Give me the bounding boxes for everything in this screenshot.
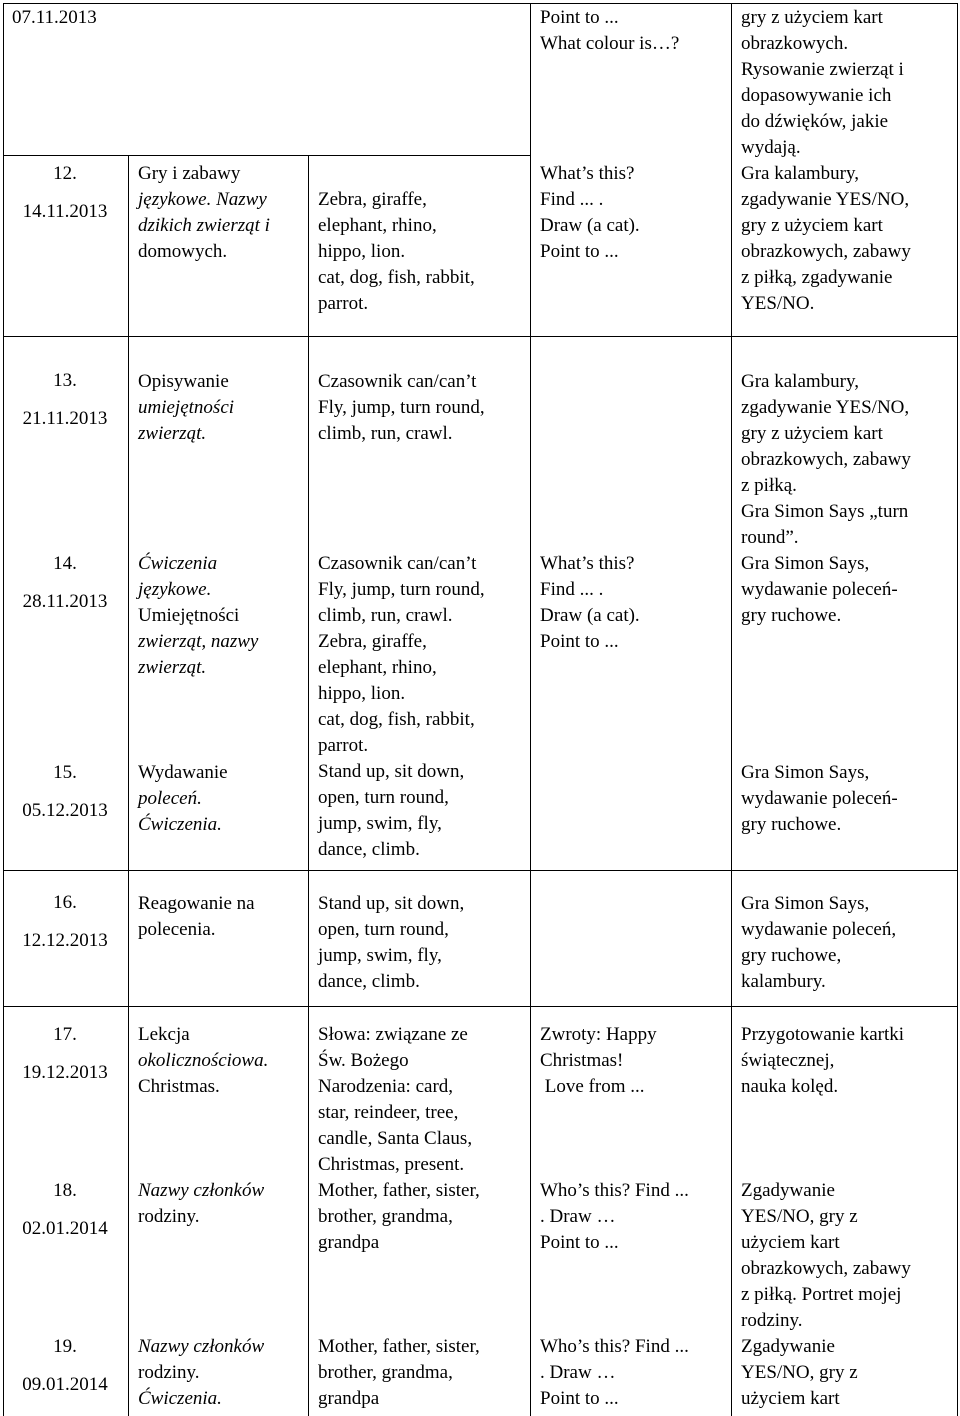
- activity-line: Gra Simon Says „turn: [741, 501, 909, 522]
- phrase-line: Draw (a cat).: [540, 605, 640, 626]
- activity-line: Zgadywanie: [741, 1336, 835, 1357]
- row-date: 14.11.2013: [22, 201, 108, 222]
- vocab-line: Zebra, giraffe,: [318, 631, 427, 652]
- column-divider-3: [530, 3, 531, 1416]
- phrase-line: What’s this?: [540, 553, 635, 574]
- table-row: [0, 0, 960, 1]
- column-divider-2: [308, 155, 309, 1416]
- activity-line: z piłką. Portret mojej: [741, 1284, 902, 1305]
- activity-line: rodziny.: [741, 1310, 803, 1331]
- row-date: 02.01.2014: [22, 1218, 108, 1239]
- row-phrases: [540, 5, 730, 57]
- vocab-line: hippo, lion.: [318, 241, 406, 262]
- activity-line: Gra kalambury,: [741, 163, 859, 184]
- vocab-line: elephant, rhino,: [318, 215, 437, 236]
- vocab-line: jump, swim, fly,: [318, 813, 442, 834]
- row-topic: [138, 551, 298, 681]
- topic-line: Reagowanie na: [138, 893, 255, 914]
- activity-line: świątecznej,: [741, 1050, 835, 1071]
- phrase-line: Find ... .: [540, 579, 604, 600]
- activity-line: Przygotowanie kartki: [741, 1024, 905, 1045]
- topic-line: Gry i zabawy: [138, 163, 241, 184]
- vocab-line: Fly, jump, turn round,: [318, 397, 485, 418]
- row-activities: [741, 369, 956, 551]
- phrase-line: Who’s this? Find ...: [540, 1180, 689, 1201]
- vocab-line: hippo, lion.: [318, 683, 406, 704]
- phrase-line: Point to ...: [540, 1232, 619, 1253]
- vocab-line: brother, grandma,: [318, 1206, 453, 1227]
- vocab-line: open, turn round,: [318, 787, 449, 808]
- activity-line: Zgadywanie: [741, 1180, 835, 1201]
- topic-line: domowych.: [138, 241, 228, 262]
- activity-line: YES/NO, gry z: [741, 1206, 858, 1227]
- phrase-line: Point to ...: [540, 241, 619, 262]
- vocab-line: parrot.: [318, 735, 369, 756]
- row-number: 18.: [53, 1180, 77, 1201]
- activity-line: wydawanie poleceń-: [741, 579, 898, 600]
- column-divider-1: [128, 155, 129, 1416]
- row-divider-17: [3, 1006, 958, 1007]
- topic-line: polecenia.: [138, 919, 216, 940]
- row-phrases: [540, 1334, 730, 1412]
- topic-line: rodziny.: [138, 1206, 200, 1227]
- phrase-line: Point to ...: [540, 631, 619, 652]
- vocab-line: parrot.: [318, 293, 369, 314]
- vocab-line: Czasownik can/can’t: [318, 371, 477, 392]
- activity-line: z piłką.: [741, 475, 797, 496]
- activity-line: do dźwięków, jakie: [741, 111, 889, 132]
- topic-line: rodziny.: [138, 1362, 200, 1383]
- topic-line: językowe.: [138, 579, 212, 600]
- phrase-line: Who’s this? Find ...: [540, 1336, 689, 1357]
- row-number: 14.: [53, 553, 77, 574]
- row-activities: [741, 161, 956, 317]
- topic-line: umiejętności: [138, 397, 235, 418]
- vocab-line: Św. Bożego: [318, 1050, 409, 1071]
- vocab-line: Mother, father, sister,: [318, 1336, 480, 1357]
- phrase-line: What colour is…?: [540, 33, 680, 54]
- table-border-top: [3, 3, 958, 4]
- row-phrases: [540, 1178, 730, 1256]
- topic-line: zwierząt, nazwy: [138, 631, 259, 652]
- row-topic: [138, 1178, 298, 1230]
- activity-line: obrazkowych, zabawy: [741, 241, 911, 262]
- topic-line: Ćwiczenia: [138, 553, 218, 574]
- topic-line: Ćwiczenia.: [138, 1388, 222, 1409]
- topic-line: Umiejętności: [138, 605, 240, 626]
- vocab-line: cat, dog, fish, rabbit,: [318, 267, 475, 288]
- topic-line: poleceń.: [138, 788, 202, 809]
- row-date: 28.11.2013: [22, 591, 108, 612]
- activity-line: obrazkowych, zabawy: [741, 1258, 911, 1279]
- topic-line: Wydawanie: [138, 762, 228, 783]
- row-phrases: [540, 161, 730, 265]
- row-vocabulary: [318, 1022, 528, 1178]
- row-divider-16: [3, 870, 958, 871]
- row-vocabulary: [318, 1178, 528, 1256]
- row-date: 12.12.2013: [22, 930, 108, 951]
- row-activities: [741, 891, 956, 995]
- vocab-line: Słowa: związane ze: [318, 1024, 468, 1045]
- phrase-line: Find ... .: [540, 189, 604, 210]
- phrase-line: Zwroty: Happy: [540, 1024, 657, 1045]
- vocab-line: Zebra, giraffe,: [318, 189, 427, 210]
- vocab-line: star, reindeer, tree,: [318, 1102, 459, 1123]
- phrase-line: Point to ...: [540, 1388, 619, 1409]
- row-phrases: [540, 1022, 730, 1100]
- activity-line: zgadywanie YES/NO,: [741, 397, 910, 418]
- vocab-line: dance, climb.: [318, 839, 420, 860]
- topic-line: Lekcja: [138, 1024, 190, 1045]
- vocab-line: Stand up, sit down,: [318, 893, 465, 914]
- column-divider-4: [731, 3, 732, 1416]
- activity-line: Gra Simon Says,: [741, 553, 870, 574]
- activity-line: gry z użyciem kart: [741, 7, 883, 28]
- row-topic: [138, 760, 298, 838]
- phrase-line: Love from ...: [540, 1076, 645, 1097]
- row-activities: [741, 1178, 956, 1334]
- vocab-line: climb, run, crawl.: [318, 423, 453, 444]
- table-border-right: [957, 3, 958, 1416]
- topic-line: zwierząt.: [138, 423, 207, 444]
- row-date: 21.11.2013: [22, 408, 108, 429]
- row-topic: [138, 161, 298, 265]
- row-topic: [138, 369, 298, 447]
- row-vocabulary: [318, 369, 528, 447]
- activity-line: Gra Simon Says,: [741, 893, 870, 914]
- vocab-line: climb, run, crawl.: [318, 605, 453, 626]
- vocab-line: elephant, rhino,: [318, 657, 437, 678]
- topic-line: okolicznościowa.: [138, 1050, 269, 1071]
- activity-line: kalambury.: [741, 971, 826, 992]
- row-vocabulary: [318, 187, 528, 317]
- activity-line: obrazkowych, zabawy: [741, 449, 911, 470]
- vocab-line: Narodzenia: card,: [318, 1076, 454, 1097]
- vocab-line: dance, climb.: [318, 971, 420, 992]
- row-date: 19.12.2013: [22, 1062, 108, 1083]
- row-date: 05.12.2013: [22, 800, 108, 821]
- row-vocabulary: [318, 551, 528, 863]
- vocab-line: grandpa: [318, 1232, 380, 1253]
- row-vocabulary: [318, 891, 528, 995]
- row-divider-13: [3, 336, 958, 337]
- activity-line: round”.: [741, 527, 799, 548]
- activity-line: dopasowywanie ich: [741, 85, 892, 106]
- activity-line: Gra kalambury,: [741, 371, 859, 392]
- phrase-line: . Draw …: [540, 1206, 616, 1227]
- vocab-line: Stand up, sit down,: [318, 761, 465, 782]
- vocab-line: candle, Santa Claus,: [318, 1128, 473, 1149]
- row-activities: [741, 1334, 956, 1412]
- row-activities: [741, 551, 956, 629]
- phrase-line: . Draw …: [540, 1362, 616, 1383]
- phrase-line: Draw (a cat).: [540, 215, 640, 236]
- phrase-line: Point to ...: [540, 7, 619, 28]
- topic-line: Christmas.: [138, 1076, 220, 1097]
- vocab-line: grandpa: [318, 1388, 380, 1409]
- vocab-line: Mother, father, sister,: [318, 1180, 480, 1201]
- activity-line: nauka kolęd.: [741, 1076, 839, 1097]
- vocab-line: open, turn round,: [318, 919, 449, 940]
- row-activities: [741, 5, 956, 161]
- vocab-line: Christmas, present.: [318, 1154, 465, 1175]
- activity-line: YES/NO.: [741, 293, 815, 314]
- topic-line: językowe. Nazwy: [138, 189, 267, 210]
- activity-line: zgadywanie YES/NO,: [741, 189, 910, 210]
- row-phrases: [540, 551, 730, 655]
- vocab-line: Czasownik can/can’t: [318, 553, 477, 574]
- activity-line: użyciem kart: [741, 1388, 840, 1409]
- topic-line: Ćwiczenia.: [138, 814, 222, 835]
- topic-line: dzikich zwierząt i: [138, 215, 270, 236]
- topic-line: zwierząt.: [138, 657, 207, 678]
- row-activities: [741, 1022, 956, 1100]
- topic-line: Nazwy członków: [138, 1336, 265, 1357]
- activity-line: użyciem kart: [741, 1232, 840, 1253]
- vocab-line: Fly, jump, turn round,: [318, 579, 485, 600]
- row-topic: [138, 1022, 298, 1100]
- activity-line: Gra Simon Says,: [741, 762, 870, 783]
- vocab-line: jump, swim, fly,: [318, 945, 442, 966]
- row-activities: [741, 760, 956, 838]
- activity-line: wydają.: [741, 137, 801, 158]
- activity-line: gry ruchowe.: [741, 814, 842, 835]
- activity-line: gry ruchowe,: [741, 945, 842, 966]
- row-topic: [138, 891, 298, 943]
- row-date: 09.01.2014: [22, 1374, 108, 1395]
- table-border-left: [3, 3, 4, 1416]
- activity-line: wydawanie poleceń-: [741, 788, 898, 809]
- activity-line: obrazkowych.: [741, 33, 849, 54]
- topic-line: Opisywanie: [138, 371, 229, 392]
- vocab-line: brother, grandma,: [318, 1362, 453, 1383]
- activity-line: gry z użyciem kart: [741, 215, 883, 236]
- row-vocabulary: [318, 1334, 528, 1412]
- row-date: 07.11.2013: [12, 7, 97, 28]
- row-number: 15.: [53, 762, 77, 783]
- topic-line: Nazwy członków: [138, 1180, 265, 1201]
- row-number: 17.: [53, 1024, 77, 1045]
- activity-line: gry z użyciem kart: [741, 423, 883, 444]
- vocab-line: cat, dog, fish, rabbit,: [318, 709, 475, 730]
- activity-line: Rysowanie zwierząt i: [741, 59, 904, 80]
- activity-line: gry ruchowe.: [741, 605, 842, 626]
- phrase-line: What’s this?: [540, 163, 635, 184]
- phrase-line: Christmas!: [540, 1050, 624, 1071]
- row-topic: [138, 1334, 298, 1412]
- activity-line: YES/NO, gry z: [741, 1362, 858, 1383]
- row-number: 12.: [53, 163, 77, 184]
- activity-line: wydawanie poleceń,: [741, 919, 897, 940]
- row-number: 13.: [53, 370, 77, 391]
- row-number: 19.: [53, 1336, 77, 1357]
- activity-line: z piłką, zgadywanie: [741, 267, 893, 288]
- row-number: 16.: [53, 892, 77, 913]
